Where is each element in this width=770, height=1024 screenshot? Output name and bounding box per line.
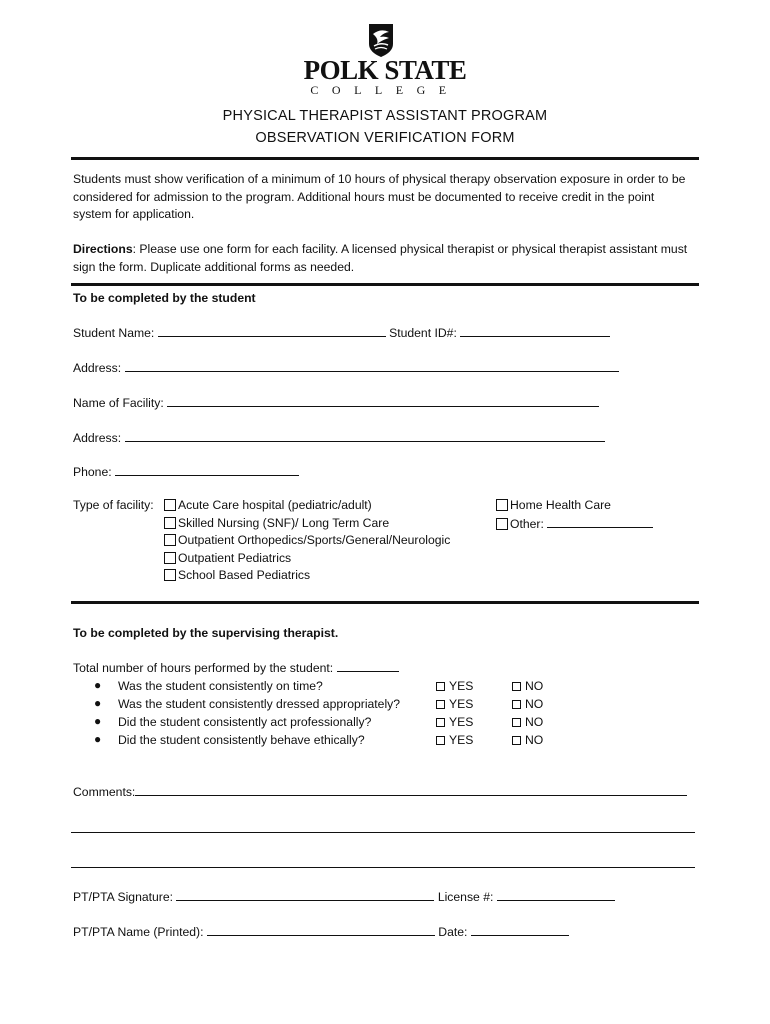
checkbox[interactable] xyxy=(512,718,521,727)
other-facility-field[interactable] xyxy=(547,515,653,528)
directions-text: : Please use one form for each facility. A licensed physical therapist or physical therapist assistant must sign the form. Duplicate additional forms as needed. xyxy=(73,242,688,274)
facility-type-label-outpatient-ortho: Outpatient Orthopedics/Sports/General/Neurologic xyxy=(178,533,451,547)
yes-label: YES xyxy=(449,679,474,693)
facility-address-label: Address: xyxy=(73,431,122,445)
question-professional: Did the student consistently act professionally? xyxy=(118,715,372,729)
signature-field[interactable] xyxy=(176,888,434,901)
hours-row xyxy=(73,659,399,678)
bullet-icon: ● xyxy=(94,732,102,746)
license-field[interactable] xyxy=(497,888,615,901)
facility-name-label: Name of Facility: xyxy=(73,396,164,410)
yes-option[interactable] xyxy=(436,732,473,750)
directions-label: Directions xyxy=(73,242,133,256)
bullet-icon: ● xyxy=(94,678,102,692)
directions-paragraph xyxy=(73,241,693,276)
bullet-icon: ● xyxy=(94,714,102,728)
printed-name-label: PT/PTA Name (Printed): xyxy=(73,925,204,939)
yes-option[interactable] xyxy=(436,714,473,732)
no-option[interactable] xyxy=(512,714,543,732)
checkbox[interactable] xyxy=(512,700,521,709)
checkbox[interactable] xyxy=(496,499,508,511)
facility-type-label-snf: Skilled Nursing (SNF)/ Long Term Care xyxy=(178,516,390,530)
hours-label: Total number of hours performed by the student: xyxy=(73,661,334,675)
yes-label: YES xyxy=(449,733,474,747)
checkbox[interactable] xyxy=(496,518,508,530)
no-option[interactable] xyxy=(512,678,543,696)
facility-type-option[interactable] xyxy=(164,515,389,533)
checkbox[interactable] xyxy=(164,534,176,546)
comments-row xyxy=(73,783,687,802)
checkbox[interactable] xyxy=(164,499,176,511)
facility-type-option[interactable] xyxy=(164,550,291,568)
checkbox[interactable] xyxy=(436,682,445,691)
student-name-field[interactable] xyxy=(158,324,386,337)
student-id-field[interactable] xyxy=(460,324,610,337)
form-title-line2: OBSERVATION VERIFICATION FORM xyxy=(255,130,515,146)
yes-option[interactable] xyxy=(436,678,473,696)
phone-label: Phone: xyxy=(73,465,112,479)
college-logo xyxy=(290,22,480,97)
no-option[interactable] xyxy=(512,732,543,750)
question-dressed: Was the student consistently dressed appropriately? xyxy=(118,697,401,711)
comments-label: Comments: xyxy=(73,785,136,799)
student-address-label: Address: xyxy=(73,361,122,375)
student-address-row xyxy=(73,359,619,378)
facility-type-label-school: School Based Pediatrics xyxy=(178,568,311,582)
no-label: NO xyxy=(525,715,544,729)
hours-field[interactable] xyxy=(337,659,399,672)
facility-name-row xyxy=(73,394,599,413)
comments-line-2[interactable] xyxy=(71,832,695,833)
facility-address-row xyxy=(73,429,605,448)
question-on-time: Was the student consistently on time? xyxy=(118,679,323,693)
facility-type-option[interactable] xyxy=(164,497,372,515)
therapist-section-heading: To be completed by the supervising therapist. xyxy=(73,626,339,640)
checkbox[interactable] xyxy=(512,682,521,691)
checkbox[interactable] xyxy=(436,736,445,745)
facility-type-label-outpatient-peds: Outpatient Pediatrics xyxy=(178,551,292,565)
checkbox[interactable] xyxy=(436,718,445,727)
facility-type-option[interactable] xyxy=(164,567,310,585)
question-ethical: Did the student consistently behave ethically? xyxy=(118,733,365,747)
header-divider xyxy=(71,157,699,160)
checkbox[interactable] xyxy=(512,736,521,745)
checkbox[interactable] xyxy=(436,700,445,709)
facility-address-field[interactable] xyxy=(125,429,605,442)
student-section-heading: To be completed by the student xyxy=(73,291,256,305)
no-option[interactable] xyxy=(512,696,543,714)
facility-type-option[interactable] xyxy=(496,497,611,515)
comments-field[interactable] xyxy=(135,783,687,796)
college-subtitle: COLLEGE xyxy=(310,83,460,97)
comments-line-3[interactable] xyxy=(71,867,695,868)
student-name-row xyxy=(73,324,610,343)
eagle-shield-icon xyxy=(367,22,395,58)
checkbox[interactable] xyxy=(164,552,176,564)
student-id-label: Student ID#: xyxy=(389,326,457,340)
facility-type-label: Type of facility: xyxy=(73,498,154,512)
printed-name-row xyxy=(73,923,569,942)
student-section-divider xyxy=(71,283,699,286)
signature-row xyxy=(73,888,615,907)
facility-name-field[interactable] xyxy=(167,394,599,407)
yes-label: YES xyxy=(449,715,474,729)
license-label: License #: xyxy=(437,890,494,904)
phone-row xyxy=(73,463,299,482)
bullet-icon: ● xyxy=(94,696,102,710)
intro-paragraph: Students must show verification of a minimum of 10 hours of physical therapy observation exposure in order to be considered for admission to the program. Additional hours must be documented to receive credit in the point system for application. xyxy=(73,172,686,222)
no-label: NO xyxy=(525,697,544,711)
student-name-label: Student Name: xyxy=(73,326,155,340)
no-label: NO xyxy=(525,733,544,747)
checkbox[interactable] xyxy=(164,517,176,529)
printed-name-field[interactable] xyxy=(207,923,435,936)
phone-field[interactable] xyxy=(115,463,299,476)
no-label: NO xyxy=(525,679,544,693)
yes-label: YES xyxy=(449,697,474,711)
date-field[interactable] xyxy=(471,923,569,936)
checkbox[interactable] xyxy=(164,569,176,581)
facility-type-option[interactable] xyxy=(164,532,450,550)
signature-label: PT/PTA Signature: xyxy=(73,890,174,904)
form-title-line1: PHYSICAL THERAPIST ASSISTANT PROGRAM xyxy=(222,108,548,124)
facility-type-label-acute: Acute Care hospital (pediatric/adult) xyxy=(178,498,372,512)
yes-option[interactable] xyxy=(436,696,473,714)
college-name: POLK STATE xyxy=(303,55,467,85)
student-address-field[interactable] xyxy=(125,359,619,372)
facility-type-option[interactable] xyxy=(496,515,653,534)
facility-type-label-home-health: Home Health Care xyxy=(510,498,611,512)
date-label: Date: xyxy=(438,925,468,939)
facility-type-label-other: Other: xyxy=(510,517,544,531)
therapist-section-divider xyxy=(71,601,699,604)
